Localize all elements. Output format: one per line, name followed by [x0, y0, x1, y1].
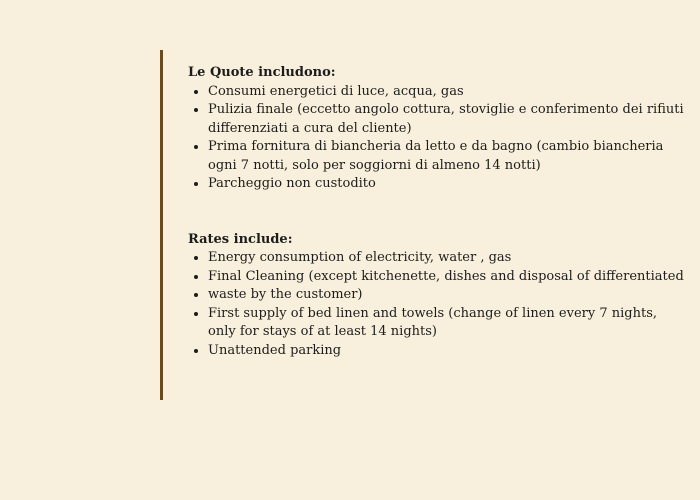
list-item: • Pulizia finale (eccetto angolo cottura, stoviglie e conferimento dei rifiuti differenziati a cura del cliente) — [208, 101, 688, 138]
italian-list — [188, 83, 688, 194]
list-item: • Consumi energetici di luce, acqua, gas — [208, 83, 688, 102]
rates-content — [188, 64, 688, 360]
list-item: • Unattended parking — [208, 342, 688, 361]
list-item: • waste by the customer) — [208, 286, 688, 305]
vertical-divider — [160, 50, 163, 400]
list-item: • Energy consumption of electricity, water , gas — [208, 249, 688, 268]
list-item: • Final Cleaning (except kitchenette, dishes and disposal of differentiated — [208, 268, 688, 287]
italian-section — [188, 64, 688, 194]
english-list — [188, 249, 688, 360]
list-item: • First supply of bed linen and towels (change of linen every 7 nights, only for stays of at least 14 nights) — [208, 305, 688, 342]
english-section — [188, 231, 688, 361]
english-section-title: Rates include: — [188, 231, 293, 247]
list-item: • Parcheggio non custodito — [208, 175, 688, 194]
list-item: • Prima fornitura di biancheria da letto e da bagno (cambio biancheria ogni 7 notti, solo per soggiorni di almeno 14 notti) — [208, 138, 688, 175]
italian-section-title: Le Quote includono: — [188, 65, 336, 80]
